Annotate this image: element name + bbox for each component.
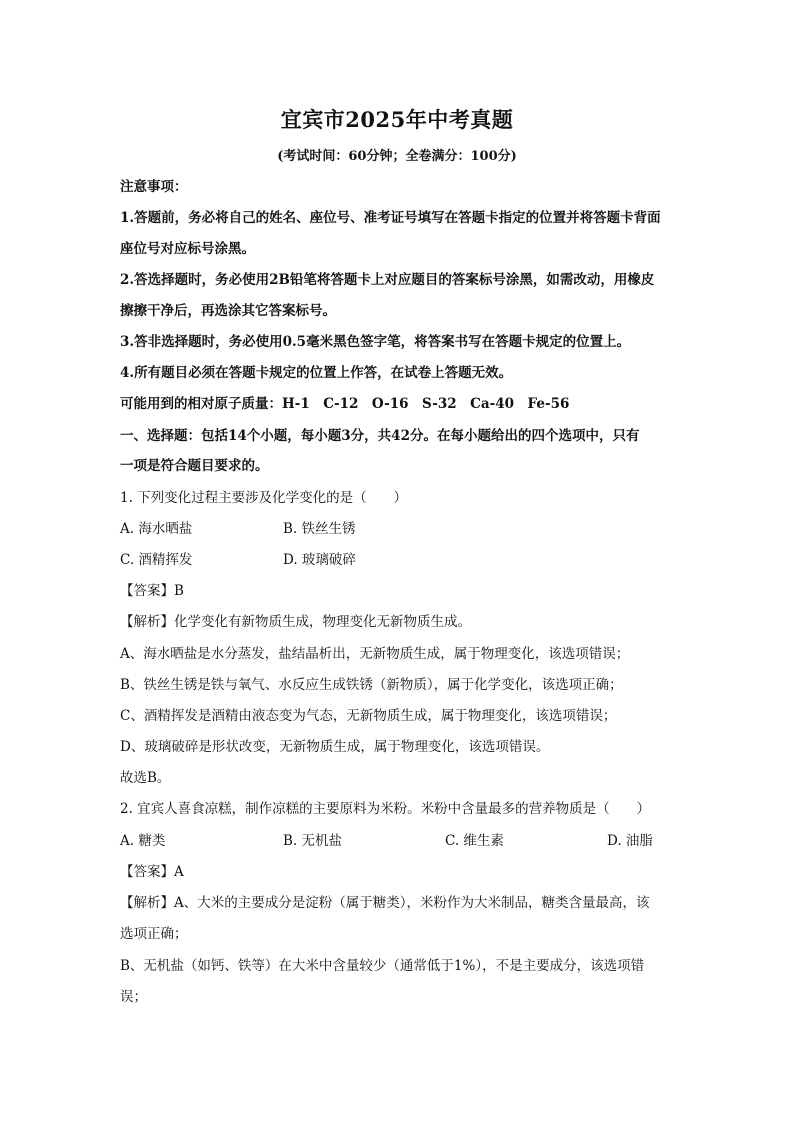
- note-line: 4.所有题目必须在答题卡规定的位置上作答，在试卷上答题无效。: [120, 365, 513, 381]
- q2-answer: 【答案】A: [120, 864, 184, 880]
- section-heading: 一、选择题：包括14个小题，每小题3分，共42分。在每小题给出的四个选项中，只有: [120, 428, 640, 444]
- note-line: 擦擦干净后，再选涂其它答案标号。: [120, 303, 336, 319]
- q2-analysis-line: 误；: [120, 989, 147, 1005]
- note-line: 2.答选择题时，务必使用2B铅笔将答题卡上对应题目的答案标号涂黑，如需改动，用橡皮: [120, 272, 655, 288]
- q1-analysis-line: D、玻璃破碎是形状改变，无新物质生成，属于物理变化，该选项错误。: [120, 739, 550, 755]
- q1-option-d: D. 玻璃破碎: [283, 552, 356, 568]
- atomic-masses: 可能用到的相对原子质量：H-1 C-12 O-16 S-32 Ca-40 Fe-56: [120, 396, 570, 412]
- note-line: 1.答题前，务必将自己的姓名、座位号、准考证号填写在答题卡指定的位置并将答题卡背面: [120, 210, 661, 226]
- q1-conclusion: 故选B。: [120, 770, 171, 786]
- q1-analysis-line: A、海水晒盐是水分蒸发，盐结晶析出，无新物质生成，属于物理变化，该选项错误；: [120, 646, 630, 662]
- question-2-stem: 2. 宜宾人喜食凉糕，制作凉糕的主要原料为米粉。米粉中含量最多的营养物质是（ ）: [120, 801, 651, 817]
- q2-analysis-line: 【解析】A、大米的主要成分是淀粉（属于糖类），米粉作为大米制品，糖类含量最高，该: [120, 895, 650, 911]
- note-line: 座位号对应标号涂黑。: [120, 241, 255, 257]
- q1-option-c: C. 酒精挥发: [120, 552, 193, 568]
- q1-option-a: A. 海水晒盐: [120, 521, 193, 537]
- q2-option-c: C. 维生素: [445, 833, 504, 849]
- section-heading-cont: 一项是符合题目要求的。: [120, 458, 269, 474]
- exam-subtitle: (考试时间：60分钟；全卷满分：100分): [277, 149, 517, 164]
- q1-analysis-line: 【解析】化学变化有新物质生成，物理变化无新物质生成。: [120, 614, 471, 630]
- question-1-stem: 1. 下列变化过程主要涉及化学变化的是（ ）: [120, 490, 408, 506]
- note-line: 3.答非选择题时，务必使用0.5毫米黑色签字笔，将答案书写在答题卡规定的位置上。: [120, 334, 631, 350]
- notes-heading: 注意事项：: [120, 179, 188, 195]
- q2-option-a: A. 糖类: [120, 833, 166, 849]
- q2-option-d: D. 油脂: [607, 833, 653, 849]
- exam-title: 宜宾市2025年中考真题: [280, 107, 514, 132]
- q1-answer: 【答案】B: [120, 583, 184, 599]
- q1-option-b: B. 铁丝生锈: [283, 521, 356, 537]
- q2-analysis-line: B、无机盐（如钙、铁等）在大米中含量较少（通常低于1%），不是主要成分，该选项错: [120, 958, 645, 974]
- q2-analysis-line: 选项正确；: [120, 926, 188, 942]
- q2-option-b: B. 无机盐: [283, 833, 343, 849]
- q1-analysis-line: C、酒精挥发是酒精由液态变为气态，无新物质生成，属于物理变化，该选项错误；: [120, 708, 617, 724]
- q1-analysis-line: B、铁丝生锈是铁与氧气、水反应生成铁锈（新物质），属于化学变化，该选项正确；: [120, 677, 623, 693]
